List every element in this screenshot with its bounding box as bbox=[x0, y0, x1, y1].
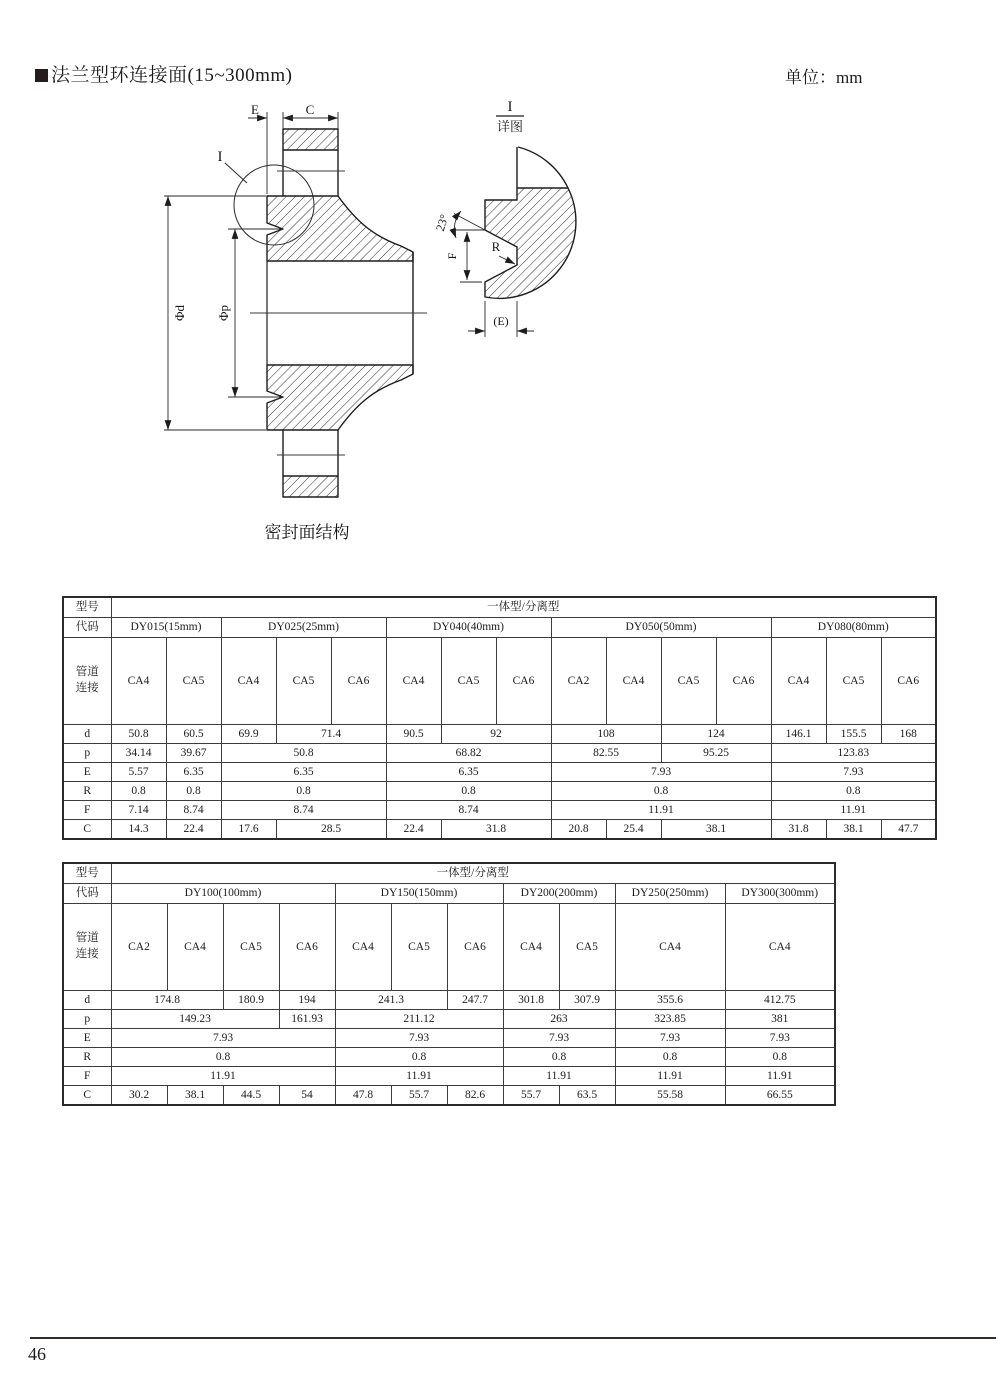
detail-arc-upper bbox=[518, 147, 568, 188]
value-cell: 0.8 bbox=[771, 782, 936, 801]
value-cell: 6.35 bbox=[166, 763, 221, 782]
section-heading bbox=[35, 60, 293, 87]
footer-rule bbox=[30, 1337, 996, 1339]
value-cell: 168 bbox=[881, 725, 936, 744]
value-cell: 7.93 bbox=[615, 1029, 725, 1048]
param-row-label: C bbox=[63, 1086, 111, 1106]
connection-header-cell: CA6 bbox=[279, 904, 335, 991]
section-bullet-icon bbox=[35, 69, 48, 82]
dim-r-label: R bbox=[491, 239, 501, 254]
param-row-label: d bbox=[63, 991, 111, 1010]
connection-header-cell: CA6 bbox=[447, 904, 503, 991]
value-cell: 0.8 bbox=[166, 782, 221, 801]
connection-header-cell: CA6 bbox=[716, 638, 771, 725]
value-cell: 0.8 bbox=[386, 782, 551, 801]
value-cell: 7.93 bbox=[335, 1029, 503, 1048]
value-cell: 8.74 bbox=[386, 801, 551, 820]
model-row-label: 型号 bbox=[63, 597, 111, 618]
connection-header-cell: CA6 bbox=[331, 638, 386, 725]
value-cell: 263 bbox=[503, 1010, 615, 1029]
value-cell: 7.14 bbox=[111, 801, 166, 820]
model-type-cell: 一体型/分离型 bbox=[111, 863, 835, 884]
connection-header-cell: CA4 bbox=[771, 638, 826, 725]
value-cell: 47.7 bbox=[881, 820, 936, 840]
value-cell: 11.91 bbox=[771, 801, 936, 820]
value-cell: 22.4 bbox=[166, 820, 221, 840]
connection-header-cell: CA5 bbox=[661, 638, 716, 725]
flange-ring-hatch-bottom bbox=[283, 476, 338, 497]
value-cell: 82.55 bbox=[551, 744, 661, 763]
value-cell: 123.83 bbox=[771, 744, 936, 763]
value-cell: 17.6 bbox=[221, 820, 276, 840]
connection-header-cell: CA4 bbox=[503, 904, 559, 991]
param-row-label: p bbox=[63, 744, 111, 763]
value-cell: 0.8 bbox=[335, 1048, 503, 1067]
flange-drawing bbox=[140, 85, 660, 565]
code-header-cell: DY050(50mm) bbox=[551, 618, 771, 638]
drawing-caption: 密封面结构 bbox=[264, 523, 350, 542]
param-row-label: C bbox=[63, 820, 111, 840]
value-cell: 28.5 bbox=[276, 820, 386, 840]
code-header-cell: DY100(100mm) bbox=[111, 884, 335, 904]
connection-header-cell: CA4 bbox=[221, 638, 276, 725]
value-cell: 31.8 bbox=[441, 820, 551, 840]
code-row-label: 代码 bbox=[63, 884, 111, 904]
detail-leader-line bbox=[225, 163, 247, 183]
detail-subtitle: 详图 bbox=[496, 119, 524, 134]
value-cell: 44.5 bbox=[223, 1086, 279, 1106]
param-row-label: p bbox=[63, 1010, 111, 1029]
connection-header-cell: CA6 bbox=[496, 638, 551, 725]
flange-ring-hatch-top bbox=[283, 129, 338, 150]
connection-header-cell: CA4 bbox=[386, 638, 441, 725]
value-cell: 412.75 bbox=[725, 991, 835, 1010]
value-cell: 11.91 bbox=[725, 1067, 835, 1086]
connection-row-label bbox=[63, 638, 111, 725]
value-cell: 55.7 bbox=[503, 1086, 559, 1106]
value-cell: 38.1 bbox=[661, 820, 771, 840]
value-cell: 11.91 bbox=[615, 1067, 725, 1086]
value-cell: 82.6 bbox=[447, 1086, 503, 1106]
value-cell: 0.8 bbox=[503, 1048, 615, 1067]
dim-e-paren-label: (E) bbox=[493, 314, 509, 328]
code-row-label: 代码 bbox=[63, 618, 111, 638]
value-cell: 7.93 bbox=[111, 1029, 335, 1048]
connection-header-cell: CA4 bbox=[615, 904, 725, 991]
value-cell: 7.93 bbox=[551, 763, 771, 782]
connection-header-cell: CA4 bbox=[111, 638, 166, 725]
value-cell: 50.8 bbox=[111, 725, 166, 744]
code-header-cell: DY250(250mm) bbox=[615, 884, 725, 904]
flange-hub-hatch-top bbox=[267, 196, 413, 261]
spec-table bbox=[62, 596, 937, 840]
value-cell: 5.57 bbox=[111, 763, 166, 782]
main-section-view bbox=[164, 102, 427, 542]
value-cell: 55.7 bbox=[391, 1086, 447, 1106]
value-cell: 108 bbox=[551, 725, 661, 744]
model-row-label: 型号 bbox=[63, 863, 111, 884]
page-title: 法兰型环连接面(15~300mm) bbox=[51, 65, 293, 86]
value-cell: 146.1 bbox=[771, 725, 826, 744]
connection-header-cell: CA4 bbox=[606, 638, 661, 725]
value-cell: 66.55 bbox=[725, 1086, 835, 1106]
value-cell: 155.5 bbox=[826, 725, 881, 744]
model-type-cell: 一体型/分离型 bbox=[111, 597, 936, 618]
code-header-cell: DY015(15mm) bbox=[111, 618, 221, 638]
code-header-cell: DY025(25mm) bbox=[221, 618, 386, 638]
code-header-cell: DY080(80mm) bbox=[771, 618, 936, 638]
page-number: 46 bbox=[28, 1344, 46, 1364]
connection-header-cell: CA5 bbox=[826, 638, 881, 725]
dim-e-label: E bbox=[251, 102, 259, 117]
value-cell: 31.8 bbox=[771, 820, 826, 840]
value-cell: 7.93 bbox=[725, 1029, 835, 1048]
connection-header-cell: CA4 bbox=[725, 904, 835, 991]
detail-title: I bbox=[507, 99, 513, 115]
value-cell: 63.5 bbox=[559, 1086, 615, 1106]
value-cell: 30.2 bbox=[111, 1086, 167, 1106]
value-cell: 6.35 bbox=[221, 763, 386, 782]
connection-header-cell: CA6 bbox=[881, 638, 936, 725]
value-cell: 0.8 bbox=[551, 782, 771, 801]
value-cell: 8.74 bbox=[166, 801, 221, 820]
code-header-cell: DY040(40mm) bbox=[386, 618, 551, 638]
connection-header-cell: CA5 bbox=[276, 638, 331, 725]
value-cell: 38.1 bbox=[167, 1086, 223, 1106]
value-cell: 174.8 bbox=[111, 991, 223, 1010]
code-header-cell: DY150(150mm) bbox=[335, 884, 503, 904]
value-cell: 7.93 bbox=[503, 1029, 615, 1048]
value-cell: 6.35 bbox=[386, 763, 551, 782]
value-cell: 38.1 bbox=[826, 820, 881, 840]
value-cell: 90.5 bbox=[386, 725, 441, 744]
value-cell: 47.8 bbox=[335, 1086, 391, 1106]
value-cell: 25.4 bbox=[606, 820, 661, 840]
param-row-label: F bbox=[63, 1067, 111, 1086]
param-row-label: E bbox=[63, 1029, 111, 1048]
value-cell: 301.8 bbox=[503, 991, 559, 1010]
value-cell: 0.8 bbox=[111, 782, 166, 801]
value-cell: 11.91 bbox=[111, 1067, 335, 1086]
dim-f-label: F bbox=[445, 252, 459, 260]
flange-hub-hatch-bottom bbox=[267, 365, 413, 430]
connection-header-cell: CA2 bbox=[551, 638, 606, 725]
value-cell: 54 bbox=[279, 1086, 335, 1106]
value-cell: 14.3 bbox=[111, 820, 166, 840]
value-cell: 161.93 bbox=[279, 1010, 335, 1029]
value-cell: 355.6 bbox=[615, 991, 725, 1010]
phi-p-label: Φp bbox=[216, 304, 231, 322]
value-cell: 149.23 bbox=[111, 1010, 279, 1029]
connection-header-cell: CA5 bbox=[166, 638, 221, 725]
value-cell: 211.12 bbox=[335, 1010, 503, 1029]
connection-header-cell: CA5 bbox=[441, 638, 496, 725]
connection-header-cell: CA5 bbox=[223, 904, 279, 991]
param-row-label: R bbox=[63, 782, 111, 801]
connection-header-cell: CA4 bbox=[335, 904, 391, 991]
connection-row-label bbox=[63, 904, 111, 991]
value-cell: 69.9 bbox=[221, 725, 276, 744]
dim-c-label: C bbox=[305, 102, 315, 117]
param-row-label: R bbox=[63, 1048, 111, 1067]
f-dimension bbox=[460, 232, 482, 282]
param-row-label: d bbox=[63, 725, 111, 744]
angle-label: 23° bbox=[432, 212, 452, 233]
value-cell: 381 bbox=[725, 1010, 835, 1029]
top-dimensions bbox=[248, 112, 338, 194]
value-cell: 39.67 bbox=[166, 744, 221, 763]
value-cell: 0.8 bbox=[725, 1048, 835, 1067]
unit-label: 单位：mm bbox=[785, 68, 863, 87]
angle-annotation bbox=[451, 211, 485, 238]
value-cell: 71.4 bbox=[276, 725, 386, 744]
spec-table-lower bbox=[62, 862, 836, 1106]
spec-table bbox=[62, 862, 836, 1106]
value-cell: 0.8 bbox=[221, 782, 386, 801]
detail-ref-label: I bbox=[217, 149, 223, 165]
connection-header-cell: CA2 bbox=[111, 904, 167, 991]
param-row-label: F bbox=[63, 801, 111, 820]
connection-row-label-text: 管道连接 bbox=[75, 932, 99, 960]
value-cell: 323.85 bbox=[615, 1010, 725, 1029]
value-cell: 68.82 bbox=[386, 744, 551, 763]
connection-header-cell: CA5 bbox=[559, 904, 615, 991]
value-cell: 307.9 bbox=[559, 991, 615, 1010]
code-header-cell: DY300(300mm) bbox=[725, 884, 835, 904]
value-cell: 92 bbox=[441, 725, 551, 744]
detail-view bbox=[433, 99, 576, 337]
value-cell: 95.25 bbox=[661, 744, 771, 763]
value-cell: 0.8 bbox=[615, 1048, 725, 1067]
code-header-cell: DY200(200mm) bbox=[503, 884, 615, 904]
r-leader-arrow bbox=[499, 256, 515, 264]
value-cell: 241.3 bbox=[335, 991, 447, 1010]
spec-table-upper bbox=[62, 596, 937, 840]
connection-header-cell: CA4 bbox=[167, 904, 223, 991]
value-cell: 180.9 bbox=[223, 991, 279, 1010]
connection-row-label-text: 管道连接 bbox=[75, 666, 99, 694]
connection-header-cell: CA5 bbox=[391, 904, 447, 991]
value-cell: 7.93 bbox=[771, 763, 936, 782]
value-cell: 34.14 bbox=[111, 744, 166, 763]
phi-d-label: Φd bbox=[172, 304, 187, 322]
value-cell: 55.58 bbox=[615, 1086, 725, 1106]
value-cell: 194 bbox=[279, 991, 335, 1010]
param-row-label: E bbox=[63, 763, 111, 782]
value-cell: 11.91 bbox=[335, 1067, 503, 1086]
value-cell: 50.8 bbox=[221, 744, 386, 763]
value-cell: 11.91 bbox=[551, 801, 771, 820]
value-cell: 11.91 bbox=[503, 1067, 615, 1086]
value-cell: 247.7 bbox=[447, 991, 503, 1010]
value-cell: 8.74 bbox=[221, 801, 386, 820]
value-cell: 124 bbox=[661, 725, 771, 744]
value-cell: 0.8 bbox=[111, 1048, 335, 1067]
value-cell: 20.8 bbox=[551, 820, 606, 840]
value-cell: 22.4 bbox=[386, 820, 441, 840]
value-cell: 60.5 bbox=[166, 725, 221, 744]
